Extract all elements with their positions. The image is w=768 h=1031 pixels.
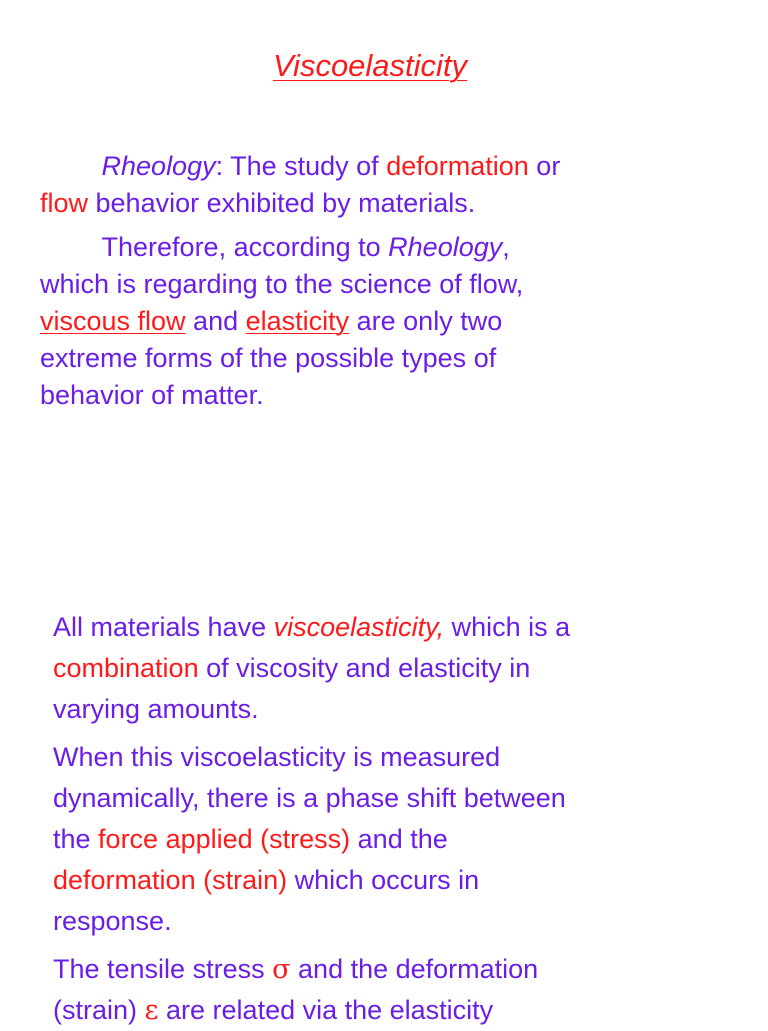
text-span: or xyxy=(528,151,561,181)
rheology-term: Rheology xyxy=(388,232,503,262)
tensile-stress-paragraph xyxy=(53,949,753,1031)
text-span: which is a xyxy=(444,612,571,642)
combination-term: combination xyxy=(53,653,199,683)
elasticity-term: elasticity xyxy=(245,306,350,336)
flow-term: flow xyxy=(40,188,89,218)
phase-shift-paragraph xyxy=(53,737,753,942)
text-span: varying amounts. xyxy=(53,694,259,724)
text-span: and the deformation xyxy=(290,954,539,984)
viscoelasticity-term: viscoelasticity, xyxy=(273,612,445,642)
text-span: the xyxy=(53,824,99,854)
text-span: Therefore, according to xyxy=(101,232,389,262)
text-span: response. xyxy=(53,906,172,936)
text-span: The tensile stress xyxy=(53,954,273,984)
text-span: of viscosity and elasticity in xyxy=(198,653,531,683)
sigma-symbol: σ xyxy=(272,954,291,985)
force-applied-term: force applied (stress) xyxy=(98,824,351,854)
text-span: , xyxy=(502,232,510,262)
text-span: All materials have xyxy=(53,612,274,642)
rheology-term: Rheology xyxy=(101,151,216,181)
deformation-term: deformation xyxy=(386,151,529,181)
text-span: extreme forms of the possible types of xyxy=(40,343,497,373)
text-span: which is regarding to the science of flow, xyxy=(40,269,524,299)
slide-title: Viscoelasticity xyxy=(272,48,468,83)
therefore-paragraph xyxy=(40,229,740,414)
text-span: which occurs in xyxy=(287,865,480,895)
text-span: and the xyxy=(350,824,448,854)
viscous-flow-term: viscous flow xyxy=(40,306,186,336)
text-span: : The study of xyxy=(215,151,387,181)
text-span: dynamically, there is a phase shift between xyxy=(53,783,566,813)
epsilon-symbol: ε xyxy=(144,995,159,1026)
text-span: (strain) xyxy=(53,995,145,1025)
rheology-definition-paragraph xyxy=(40,148,740,222)
text-span: behavior exhibited by materials. xyxy=(88,188,476,218)
text-span: are related via the elasticity xyxy=(158,995,494,1025)
all-materials-paragraph xyxy=(53,607,753,730)
text-span: and xyxy=(185,306,246,336)
text-span: behavior of matter. xyxy=(40,380,264,410)
text-span: are only two xyxy=(349,306,503,336)
deformation-strain-term: deformation (strain) xyxy=(53,865,288,895)
text-span: When this viscoelasticity is measured xyxy=(53,742,501,772)
